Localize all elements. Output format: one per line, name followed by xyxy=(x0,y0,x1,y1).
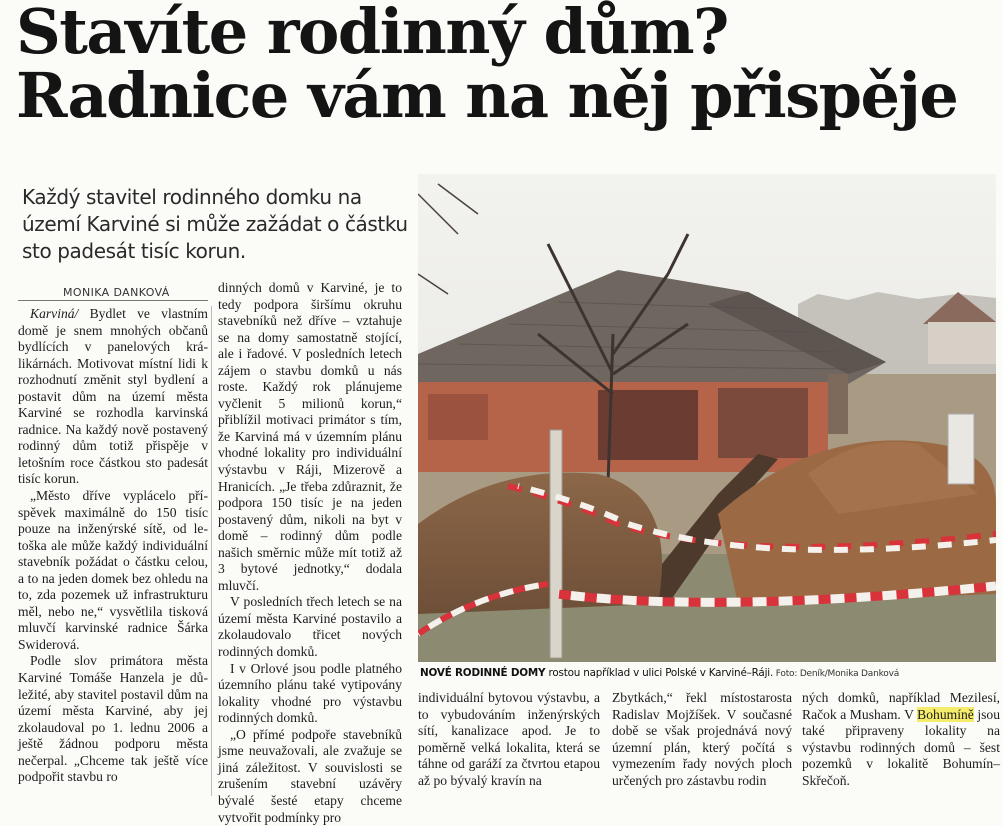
headline-line-2: Radnice vám na něj přispěje xyxy=(16,59,958,132)
byline: MONIKA DANKOVÁ xyxy=(63,286,170,299)
article-column-4 xyxy=(612,690,792,789)
photo-credit: Foto: Deník/Monika Danková xyxy=(773,669,900,679)
paragraph: Zbytkách,“ řekl místostarosta Radislav Mojžíšek. V současné době se však projednává nový územní plán, který počítá s vymezením řady nových ploch určených pro zástavbu rodin xyxy=(612,690,792,788)
column-divider xyxy=(211,306,212,796)
paragraph-text: jsou také připraveny lokality na výstavbu rodinných domů – šest pozemků v lokalitě Bohumín–Skřečoň. xyxy=(802,706,1000,788)
photo-caption xyxy=(420,667,1000,679)
paragraph: I v Orlové jsou podle platného územního plánu také vytipovány lokality vhodné pro výstavbu rodinných domků. xyxy=(218,660,402,726)
paragraph: „Město dříve vyplácelo příspěvek maximálně do 150 tisíc pouze na inženýrské sítě, od letoška ale může každý individuální stavebník požádat o částku celou, a to na jeden domek bez ohledu na to, zda pozemek už infrastrukturu měl, nebo ne,“ vysvětlila tisková mluvčí karvinské radnice Šárka Swiderová. xyxy=(18,488,208,652)
article-column-1 xyxy=(18,306,208,786)
caption-text: rostou například v ulici Polské v Karviné–Ráji. xyxy=(545,667,774,679)
highlighted-word: Bohumíně xyxy=(917,706,974,722)
paragraph: Podle slov primátora města Karviné Tomáše Hanzela je důležité, aby stavitel postavil dům na území města Karviné, aby jej zkolaudoval po 1. lednu 2006 a ještě žádnou podporu města nečerpal. „Chceme tak ještě více podpořit stavbu ro xyxy=(18,653,208,785)
dateline: Karviná/ xyxy=(30,306,79,321)
article-column-2 xyxy=(218,280,402,826)
byline-rule xyxy=(18,300,208,301)
house-photo xyxy=(418,174,996,662)
article-column-3 xyxy=(418,690,600,789)
article-column-5 xyxy=(802,690,1000,789)
paragraph: dinných domů v Karviné, je to tedy podpora širšímu okruhu stavebníků než dříve – vztahuje se na domy samostatně stojící, ale i řadové. V posledních letech zájem o stavbu domků u nás roste. Každý rok plánujeme vyčlenit 5 milionů korun,“ přiblížil motivaci primátor s tím, že Karviná má v územním plánu vhodné lokality pro individuální výstavbu v Ráji, Mizerově a Hranicích. „Je třeba zdůraznit, že podpora 150 tisíc je na jeden postavený dům, nikoli na byt v domě – rodinný dům podle našich směrnic může mít totiž až 3 bytové jednotky,“ dodala mluvčí. xyxy=(218,280,402,593)
paragraph: „O přímé podpoře stavebníků jsme neuvažovali, ale zvažuje se jiná záležitost. V souvislosti se zrušením stavební uzávěry bývalé šesté etapy chceme vytvořit podmínky pro xyxy=(218,726,402,825)
house-construction-image xyxy=(418,174,996,662)
paragraph-text: ných domků, například Mezilesí, Račok a Musham. V xyxy=(802,690,1000,722)
paragraph: Bydlet ve vlastním domě je snem mnohých občanů bydlících v panelových králikárnách. Motivovat místní lidi k rozhodnutí změnit styl bydlení a postavit dům na území města Karviné se rozhodla karvinská radnice. Na každý nově postavený rodinný dům totiž přispěje v letošním roce částkou sto padesát tisíc korun. xyxy=(18,306,208,487)
headline xyxy=(16,0,1003,132)
caption-head: NOVÉ RODINNÉ DOMY xyxy=(420,667,546,679)
paragraph xyxy=(802,690,1000,789)
perex: Každý stavitel rodinného domku na území Karviné si může zažádat o částku sto padesát tisíc korun. xyxy=(22,185,408,263)
paragraph: individuální bytovou výstavbu, a to vybudováním inženýrských sítí, kanalizace apod. Je to poměrně velká lokalita, která se táhne od garáží za čtvrtou etapou až po bývalý kravín na xyxy=(418,690,600,788)
paragraph: V posledních třech letech se na území města Karviné postavilo a zkolaudovalo třicet nových rodinných domků. xyxy=(218,594,402,660)
headline-line-1: Stavíte rodinný dům? xyxy=(16,0,728,68)
